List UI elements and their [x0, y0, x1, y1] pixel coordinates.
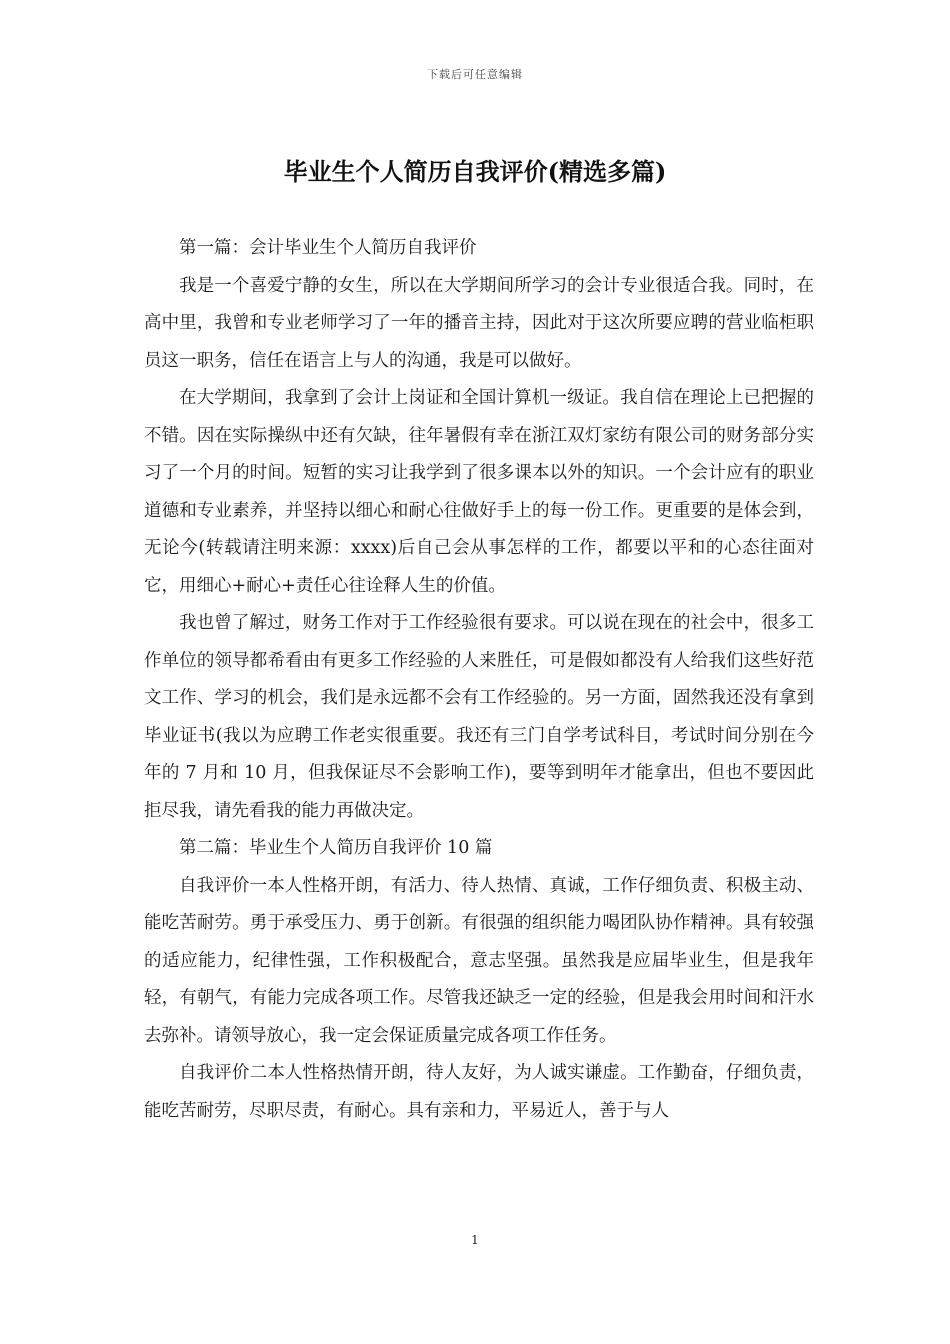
section-heading-1: 第一篇：会计毕业生个人简历自我评价 [179, 238, 477, 258]
paragraph: 自我评价一本人性格开朗，有活力、待人热情、真诚，工作仔细负责、积极主动、能吃苦耐劳。勇于承受压力、勇于创新。有很强的组织能力喝团队协作精神。具有较强的适应能力，纪律性强，工作积极配合，意志坚强。虽然我是应届毕业生，但是我年轻，有朝气，有能力完成各项工作。尽管我还缺乏一定的经验，但是我会用时间和汗水去弥补。请领导放心，我一定会保证质量完成各项工作任务。 [144, 875, 814, 1046]
paragraph: 在大学期间，我拿到了会计上岗证和全国计算机一级证。我自信在理论上已把握的不错。因在实际操纵中还有欠缺，往年暑假有幸在浙江双灯家纺有限公司的财务部分实习了一个月的时间。短暂的实习让我学到了很多课本以外的知识。一个会计应有的职业道德和专业素养，并坚持以细心和耐心往做好手上的每一份工作。更重要的是体会到，无论今(转载请注明来源：xxxx)后自己会从事怎样的工作，都要以平和的心态往面对它，用细心+耐心+责任心往诠释人生的价值。 [144, 388, 814, 596]
document-title: 毕业生个人简历自我评价(精选多篇) [283, 157, 667, 186]
document-body [144, 230, 814, 1130]
section-heading-2: 第二篇：毕业生个人简历自我评价 10 篇 [179, 838, 493, 858]
page-number: 1 [471, 1233, 479, 1247]
paragraph: 我也曾了解过，财务工作对于工作经验很有要求。可以说在现在的社会中，很多工作单位的领导都希看由有更多工作经验的人来胜任，可是假如都没有人给我们这些好范文工作、学习的机会，我们是永远都不会有工作经验的。另一方面，固然我还没有拿到毕业证书(我以为应聘工作老实很重要。我还有三门自学考试科目，考试时间分别在今年的 7 月和 10 月，但我保证尽不会影响工作)，要等到明年才能拿出，但也不要因此拒尽我，请先看我的能力再做决定。 [144, 613, 814, 821]
paragraph: 自我评价二本人性格热情开朗，待人友好，为人诚实谦虚。工作勤奋，仔细负责，能吃苦耐劳，尽职尽责，有耐心。具有亲和力，平易近人，善于与人 [144, 1063, 814, 1121]
paragraph: 我是一个喜爱宁静的女生，所以在大学期间所学习的会计专业很适合我。同时，在高中里，我曾和专业老师学习了一年的播音主持，因此对于这次所要应聘的营业临柜职员这一职务，信任在语言上与人的沟通，我是可以做好。 [144, 275, 814, 371]
header-note: 下载后可任意编辑 [427, 68, 523, 81]
